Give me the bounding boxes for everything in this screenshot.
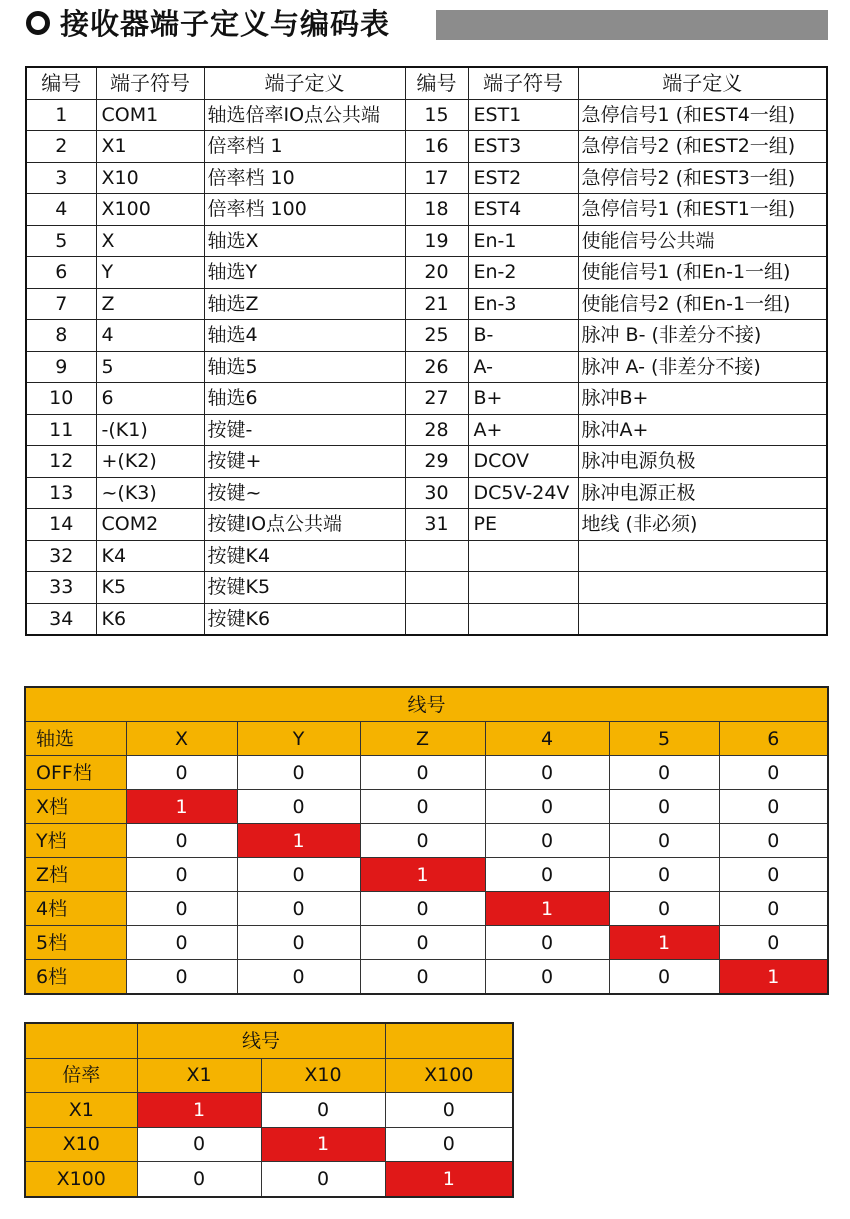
page-title: 接收器端子定义与编码表: [60, 7, 391, 41]
code-cell: 0: [485, 756, 609, 790]
terminal-number: 2: [26, 131, 96, 163]
terminal-definition: 轴选6: [204, 383, 405, 415]
row-label: 6档: [25, 960, 126, 995]
code-cell: 0: [126, 926, 237, 960]
group-header-row: [25, 1023, 513, 1058]
group-header-wire-number: 线号: [25, 687, 828, 722]
terminal-number: 27: [405, 383, 468, 415]
code-cell: 0: [126, 858, 237, 892]
terminal-definition: 按键+: [204, 446, 405, 478]
multiplier-encoding-table: [24, 1022, 514, 1198]
table-row: [26, 603, 827, 635]
terminal-symbol: COM2: [96, 509, 204, 541]
row-label: X100: [25, 1162, 137, 1197]
terminal-definition: 轴选X: [204, 225, 405, 257]
terminal-definition: 按键-: [204, 414, 405, 446]
terminal-definition: 轴选Z: [204, 288, 405, 320]
code-cell: 0: [485, 858, 609, 892]
table-row: [26, 572, 827, 604]
terminal-number: 8: [26, 320, 96, 352]
row-label: 4档: [25, 892, 126, 926]
column-header: 编号: [26, 67, 96, 99]
code-cell: 0: [126, 824, 237, 858]
terminal-number: 13: [26, 477, 96, 509]
terminal-number: 21: [405, 288, 468, 320]
terminal-symbol: En-1: [468, 225, 578, 257]
terminal-number: 15: [405, 99, 468, 131]
terminal-symbol: K5: [96, 572, 204, 604]
column-header: 端子定义: [204, 67, 405, 99]
table-row: [25, 756, 828, 790]
code-cell: 0: [237, 756, 360, 790]
terminal-number: 31: [405, 509, 468, 541]
active-code-cell: 1: [261, 1127, 385, 1162]
column-header: X1: [137, 1058, 261, 1093]
code-cell: 0: [609, 824, 719, 858]
column-header-row: [25, 1058, 513, 1093]
table-row: [26, 288, 827, 320]
column-header: X100: [385, 1058, 513, 1093]
terminal-definition-table: [25, 66, 828, 636]
code-cell: 0: [360, 790, 485, 824]
column-header: 端子符号: [96, 67, 204, 99]
terminal-definition: 脉冲 A- (非差分不接): [578, 351, 827, 383]
terminal-symbol: X: [96, 225, 204, 257]
terminal-symbol: Y: [96, 257, 204, 289]
terminal-definition: 地线 (非必须): [578, 509, 827, 541]
terminal-symbol: B+: [468, 383, 578, 415]
terminal-definition: 轴选Y: [204, 257, 405, 289]
code-cell: 0: [719, 790, 828, 824]
row-header-label: 轴选: [25, 722, 126, 756]
code-cell: 0: [360, 892, 485, 926]
terminal-symbol: K4: [96, 540, 204, 572]
terminal-number: 32: [26, 540, 96, 572]
table-row: [25, 892, 828, 926]
row-label: Z档: [25, 858, 126, 892]
row-label: X档: [25, 790, 126, 824]
table-row: [26, 540, 827, 572]
terminal-symbol: [468, 540, 578, 572]
terminal-definition: 急停信号2 (和EST2一组): [578, 131, 827, 163]
column-header: 端子定义: [578, 67, 827, 99]
active-code-cell: 1: [360, 858, 485, 892]
terminal-definition: 急停信号1 (和EST4一组): [578, 99, 827, 131]
terminal-symbol: +(K2): [96, 446, 204, 478]
terminal-symbol: [468, 572, 578, 604]
column-header-row: [25, 722, 828, 756]
table-row: [26, 446, 827, 478]
circle-bullet-icon: [26, 11, 50, 35]
column-header: 编号: [405, 67, 468, 99]
code-cell: 0: [261, 1162, 385, 1197]
terminal-number: 29: [405, 446, 468, 478]
terminal-number: 25: [405, 320, 468, 352]
terminal-definition: [578, 540, 827, 572]
terminal-symbol: 5: [96, 351, 204, 383]
terminal-symbol: EST3: [468, 131, 578, 163]
code-cell: 0: [237, 892, 360, 926]
column-header: Z: [360, 722, 485, 756]
code-cell: 0: [237, 790, 360, 824]
terminal-symbol: 6: [96, 383, 204, 415]
terminal-symbol: K6: [96, 603, 204, 635]
terminal-definition: 脉冲B+: [578, 383, 827, 415]
terminal-symbol: En-3: [468, 288, 578, 320]
active-code-cell: 1: [719, 960, 828, 995]
terminal-symbol: X100: [96, 194, 204, 226]
column-header: 4: [485, 722, 609, 756]
terminal-number: 10: [26, 383, 96, 415]
terminal-number: 16: [405, 131, 468, 163]
terminal-definition: 倍率档 100: [204, 194, 405, 226]
code-cell: 0: [719, 858, 828, 892]
terminal-number: [405, 603, 468, 635]
terminal-symbol: -(K1): [96, 414, 204, 446]
terminal-definition: 按键K4: [204, 540, 405, 572]
row-label: Y档: [25, 824, 126, 858]
terminal-number: 19: [405, 225, 468, 257]
terminal-definition: 使能信号2 (和En-1一组): [578, 288, 827, 320]
terminal-symbol: A-: [468, 351, 578, 383]
terminal-number: 7: [26, 288, 96, 320]
column-header: X10: [261, 1058, 385, 1093]
group-header-spacer: [25, 1023, 137, 1058]
terminal-number: 4: [26, 194, 96, 226]
terminal-definition: 脉冲电源负极: [578, 446, 827, 478]
terminal-number: 28: [405, 414, 468, 446]
terminal-symbol: En-2: [468, 257, 578, 289]
terminal-definition: 脉冲电源正极: [578, 477, 827, 509]
terminal-definition: 轴选4: [204, 320, 405, 352]
terminal-number: [405, 540, 468, 572]
active-code-cell: 1: [137, 1093, 261, 1128]
code-cell: 0: [360, 756, 485, 790]
code-cell: 0: [609, 790, 719, 824]
terminal-symbol: EST4: [468, 194, 578, 226]
table-header-row: [26, 67, 827, 99]
terminal-symbol: [468, 603, 578, 635]
table-row: [25, 1162, 513, 1197]
title-bar: [22, 6, 828, 42]
row-label: 5档: [25, 926, 126, 960]
column-header: 端子符号: [468, 67, 578, 99]
terminal-number: 30: [405, 477, 468, 509]
table-row: [25, 790, 828, 824]
terminal-number: 17: [405, 162, 468, 194]
terminal-definition: 急停信号1 (和EST1一组): [578, 194, 827, 226]
code-cell: 0: [385, 1127, 513, 1162]
code-cell: 0: [609, 858, 719, 892]
code-cell: 0: [126, 960, 237, 995]
table-row: [26, 194, 827, 226]
code-cell: 0: [126, 892, 237, 926]
code-cell: 0: [719, 824, 828, 858]
code-cell: 0: [237, 926, 360, 960]
code-cell: 0: [485, 926, 609, 960]
terminal-symbol: X10: [96, 162, 204, 194]
terminal-definition: 轴选5: [204, 351, 405, 383]
code-cell: 0: [126, 756, 237, 790]
table-row: [25, 1093, 513, 1128]
code-cell: 0: [485, 824, 609, 858]
table-row: [25, 824, 828, 858]
column-header: X: [126, 722, 237, 756]
table-row: [26, 225, 827, 257]
table-row: [26, 509, 827, 541]
group-header-row: [25, 687, 828, 722]
terminal-number: 6: [26, 257, 96, 289]
terminal-symbol: B-: [468, 320, 578, 352]
column-header: 6: [719, 722, 828, 756]
table-row: [25, 1127, 513, 1162]
active-code-cell: 1: [385, 1162, 513, 1197]
axis-encoding-table: [24, 686, 829, 995]
terminal-number: [405, 572, 468, 604]
code-cell: 0: [237, 960, 360, 995]
terminal-number: 26: [405, 351, 468, 383]
table-row: [26, 320, 827, 352]
terminal-number: 34: [26, 603, 96, 635]
terminal-number: 18: [405, 194, 468, 226]
active-code-cell: 1: [237, 824, 360, 858]
table-row: [25, 960, 828, 995]
table-row: [26, 131, 827, 163]
code-cell: 0: [360, 824, 485, 858]
terminal-number: 9: [26, 351, 96, 383]
terminal-definition: 按键K6: [204, 603, 405, 635]
terminal-symbol: EST1: [468, 99, 578, 131]
code-cell: 0: [609, 892, 719, 926]
code-cell: 0: [137, 1127, 261, 1162]
code-cell: 0: [261, 1093, 385, 1128]
code-cell: 0: [719, 926, 828, 960]
code-cell: 0: [137, 1162, 261, 1197]
terminal-number: 11: [26, 414, 96, 446]
terminal-number: 5: [26, 225, 96, 257]
terminal-definition: [578, 603, 827, 635]
code-cell: 0: [360, 960, 485, 995]
row-label: X1: [25, 1093, 137, 1128]
table-row: [25, 858, 828, 892]
terminal-definition: 使能信号1 (和En-1一组): [578, 257, 827, 289]
terminal-symbol: DC5V-24V: [468, 477, 578, 509]
terminal-definition: 按键~: [204, 477, 405, 509]
code-cell: 0: [360, 926, 485, 960]
code-cell: 0: [237, 858, 360, 892]
terminal-number: 33: [26, 572, 96, 604]
terminal-symbol: PE: [468, 509, 578, 541]
terminal-symbol: Z: [96, 288, 204, 320]
table-row: [26, 477, 827, 509]
group-header-wire-number: 线号: [137, 1023, 385, 1058]
code-cell: 0: [385, 1093, 513, 1128]
terminal-definition: 脉冲A+: [578, 414, 827, 446]
terminal-definition: 使能信号公共端: [578, 225, 827, 257]
row-header-label: 倍率: [25, 1058, 137, 1093]
column-header: 5: [609, 722, 719, 756]
code-cell: 0: [609, 960, 719, 995]
code-cell: 0: [485, 960, 609, 995]
terminal-definition: 轴选倍率IO点公共端: [204, 99, 405, 131]
table-row: [26, 351, 827, 383]
code-cell: 0: [719, 756, 828, 790]
terminal-definition: 脉冲 B- (非差分不接): [578, 320, 827, 352]
terminal-number: 12: [26, 446, 96, 478]
terminal-definition: 倍率档 10: [204, 162, 405, 194]
column-header: Y: [237, 722, 360, 756]
terminal-number: 14: [26, 509, 96, 541]
terminal-symbol: EST2: [468, 162, 578, 194]
code-cell: 0: [719, 892, 828, 926]
active-code-cell: 1: [485, 892, 609, 926]
code-cell: 0: [609, 756, 719, 790]
terminal-symbol: A+: [468, 414, 578, 446]
terminal-number: 1: [26, 99, 96, 131]
terminal-symbol: COM1: [96, 99, 204, 131]
table-row: [26, 162, 827, 194]
row-label: X10: [25, 1127, 137, 1162]
table-row: [25, 926, 828, 960]
terminal-number: 20: [405, 257, 468, 289]
table-row: [26, 383, 827, 415]
terminal-number: 3: [26, 162, 96, 194]
active-code-cell: 1: [126, 790, 237, 824]
group-header-spacer: [385, 1023, 513, 1058]
terminal-definition: 急停信号2 (和EST3一组): [578, 162, 827, 194]
terminal-symbol: 4: [96, 320, 204, 352]
terminal-symbol: X1: [96, 131, 204, 163]
table-row: [26, 257, 827, 289]
terminal-definition: 按键IO点公共端: [204, 509, 405, 541]
title-decor-strip: [436, 10, 828, 40]
table-row: [26, 414, 827, 446]
terminal-symbol: DCOV: [468, 446, 578, 478]
active-code-cell: 1: [609, 926, 719, 960]
terminal-definition: [578, 572, 827, 604]
terminal-definition: 倍率档 1: [204, 131, 405, 163]
terminal-symbol: ~(K3): [96, 477, 204, 509]
row-label: OFF档: [25, 756, 126, 790]
code-cell: 0: [485, 790, 609, 824]
terminal-definition: 按键K5: [204, 572, 405, 604]
table-row: [26, 99, 827, 131]
